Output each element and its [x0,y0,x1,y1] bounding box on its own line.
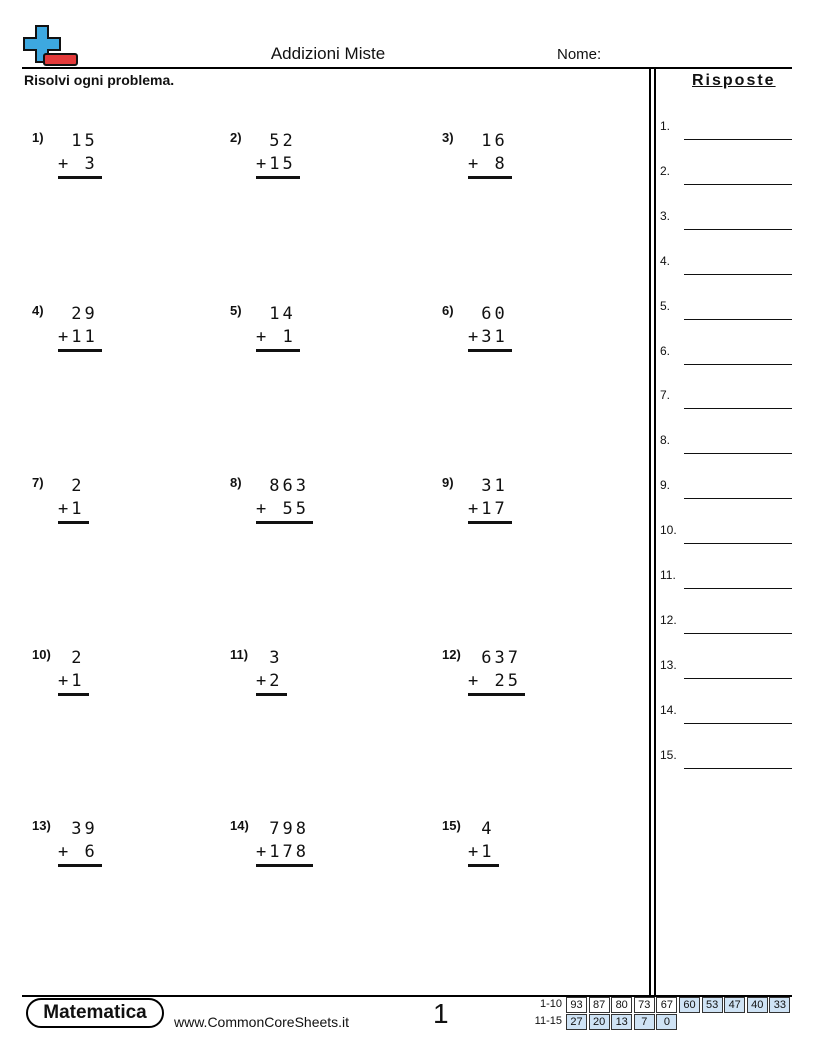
problem-number: 1) [32,130,44,145]
answer-rule [684,633,792,634]
answer-label: 5. [660,298,671,313]
sum-bar [58,176,102,179]
answer-line[interactable] [660,388,792,409]
score-cell: 47 [724,997,745,1013]
problem-number: 10) [32,647,51,662]
answer-label: 13. [660,657,677,672]
answer-line[interactable] [660,747,792,769]
answer-label: 12. [660,612,677,627]
answer-label: 15. [660,747,677,762]
answer-label: 10. [660,523,677,538]
score-cell: 13 [611,1014,632,1030]
problem [32,818,212,878]
problem-number: 13) [32,818,51,833]
answer-label: 1. [660,119,671,133]
problem-addend-bottom: +1 [468,842,495,862]
answer-line[interactable] [660,298,792,320]
problem-addend-top: 15 [58,131,98,151]
answers-title: Risposte [692,72,776,89]
answer-line[interactable] [660,612,792,634]
sum-bar [256,349,300,352]
answer-line[interactable] [660,253,792,275]
answer-label: 2. [660,163,671,178]
score-cell: 40 [747,997,768,1013]
problem-addend-bottom: + 55 [256,499,309,519]
problem-addend-bottom: +1 [58,671,85,691]
answer-line[interactable] [660,208,792,230]
answer-label: 8. [660,433,671,448]
problem [230,303,410,363]
divider-line [649,68,651,996]
answer-rule [684,274,792,275]
name-label: Nome: [557,46,602,63]
worksheet-title: Addizioni Miste [270,44,386,63]
sum-bar [256,521,313,524]
problem-addend-bottom: + 1 [256,327,296,347]
score-cell: 33 [769,997,790,1013]
sum-bar [58,349,102,352]
problem-addend-bottom: +31 [468,327,508,347]
problem [230,818,410,878]
problem-addend-top: 60 [468,304,508,324]
problem-addend-bottom: + 3 [58,154,98,174]
problem-addend-top: 39 [58,819,98,839]
problem-number: 8) [230,475,242,490]
answer-line[interactable] [660,523,792,544]
site-url: www.CommonCoreSheets.it [174,1014,350,1030]
problem [442,303,622,363]
problem-addend-top: 637 [468,648,521,668]
instructions: Risolvi ogni problema. [24,72,175,88]
score-row-label: 11-15 [534,1015,562,1027]
sum-bar [58,693,89,696]
answer-label: 7. [660,388,671,403]
score-cell: 80 [611,997,632,1013]
sum-bar [256,176,300,179]
answer-label: 11. [660,568,676,582]
problem-addend-top: 798 [256,819,309,839]
answer-rule [684,768,792,769]
problem-number: 5) [230,303,242,318]
problem-number: 2) [230,130,242,145]
problem [442,130,622,190]
problem [230,475,410,535]
problem-addend-top: 31 [468,476,508,496]
sum-bar [58,521,89,524]
answer-label: 6. [660,343,671,358]
problem-addend-bottom: +15 [256,154,296,174]
problem-addend-top: 2 [58,648,85,668]
problem-addend-bottom: + 6 [58,842,98,862]
problem-addend-bottom: + 25 [468,671,521,691]
problem [32,647,212,707]
answer-rule [684,498,792,499]
sum-bar [468,176,512,179]
score-row-label: 1-10 [539,998,562,1010]
answer-rule [684,184,792,185]
problem-addend-bottom: +2 [256,671,283,691]
problem-number: 12) [442,647,461,662]
problem [230,130,410,190]
problem-addend-bottom: +178 [256,842,309,862]
score-cell: 67 [656,997,677,1013]
problem-addend-top: 14 [256,304,296,324]
sum-bar [468,349,512,352]
answer-line[interactable] [660,119,792,140]
answer-label: 3. [660,208,671,223]
answer-rule [684,319,792,320]
problem-addend-bottom: +17 [468,499,508,519]
problem-addend-top: 2 [58,476,85,496]
answer-label: 4. [660,253,671,268]
answer-rule [684,408,792,409]
problem-number: 3) [442,130,454,145]
problem-number: 11) [230,647,249,662]
score-cell: 7 [634,1014,655,1030]
answer-rule [684,364,792,365]
problem [32,130,212,190]
problem [442,647,622,707]
problem-addend-top: 52 [256,131,296,151]
problem-addend-top: 3 [256,648,283,668]
answer-line[interactable] [660,343,792,365]
score-cell: 20 [589,1014,610,1030]
answer-line[interactable] [660,657,792,679]
problem [230,647,410,707]
answer-line[interactable] [660,163,792,185]
brand-badge: Matematica [26,998,164,1028]
problem-number: 4) [32,303,44,318]
sum-bar [468,693,525,696]
answer-rule [684,723,792,724]
divider-line [654,68,656,996]
answer-rule [684,229,792,230]
problem-number: 9) [442,475,454,490]
problem-addend-top: 863 [256,476,309,496]
problem-addend-bottom: + 8 [468,154,508,174]
problem-number: 7) [32,475,44,490]
sum-bar [468,864,499,867]
answer-line[interactable] [660,433,792,454]
answer-line[interactable] [660,568,792,589]
score-cell: 87 [589,997,610,1013]
problem-addend-top: 16 [468,131,508,151]
answer-rule [684,543,792,544]
problem [32,475,212,535]
score-cell: 0 [656,1014,677,1030]
score-cell: 53 [702,997,723,1013]
problem-number: 15) [442,818,461,833]
answer-line[interactable] [660,702,792,724]
score-cell: 73 [634,997,655,1013]
answer-rule [684,678,792,679]
header-rule [22,67,792,69]
page-number: 1 [433,998,449,1029]
sum-bar [468,521,512,524]
sum-bar [256,693,287,696]
problem-addend-bottom: +11 [58,327,98,347]
sum-bar [58,864,102,867]
problem-addend-top: 29 [58,304,98,324]
answer-line[interactable] [660,478,792,499]
problem-number: 6) [442,303,454,318]
answer-rule [684,588,792,589]
problem [442,475,622,535]
score-cell: 60 [679,997,700,1013]
answer-rule [684,139,792,140]
answer-rule [684,453,792,454]
answer-label: 9. [660,478,671,493]
problem [32,303,212,363]
score-cell: 27 [566,1014,587,1030]
problem [442,818,622,878]
answer-label: 14. [660,702,677,717]
problem-addend-top: 4 [468,819,495,839]
score-cell: 93 [566,997,587,1013]
sum-bar [256,864,313,867]
problem-addend-bottom: +1 [58,499,85,519]
problem-number: 14) [230,818,249,833]
